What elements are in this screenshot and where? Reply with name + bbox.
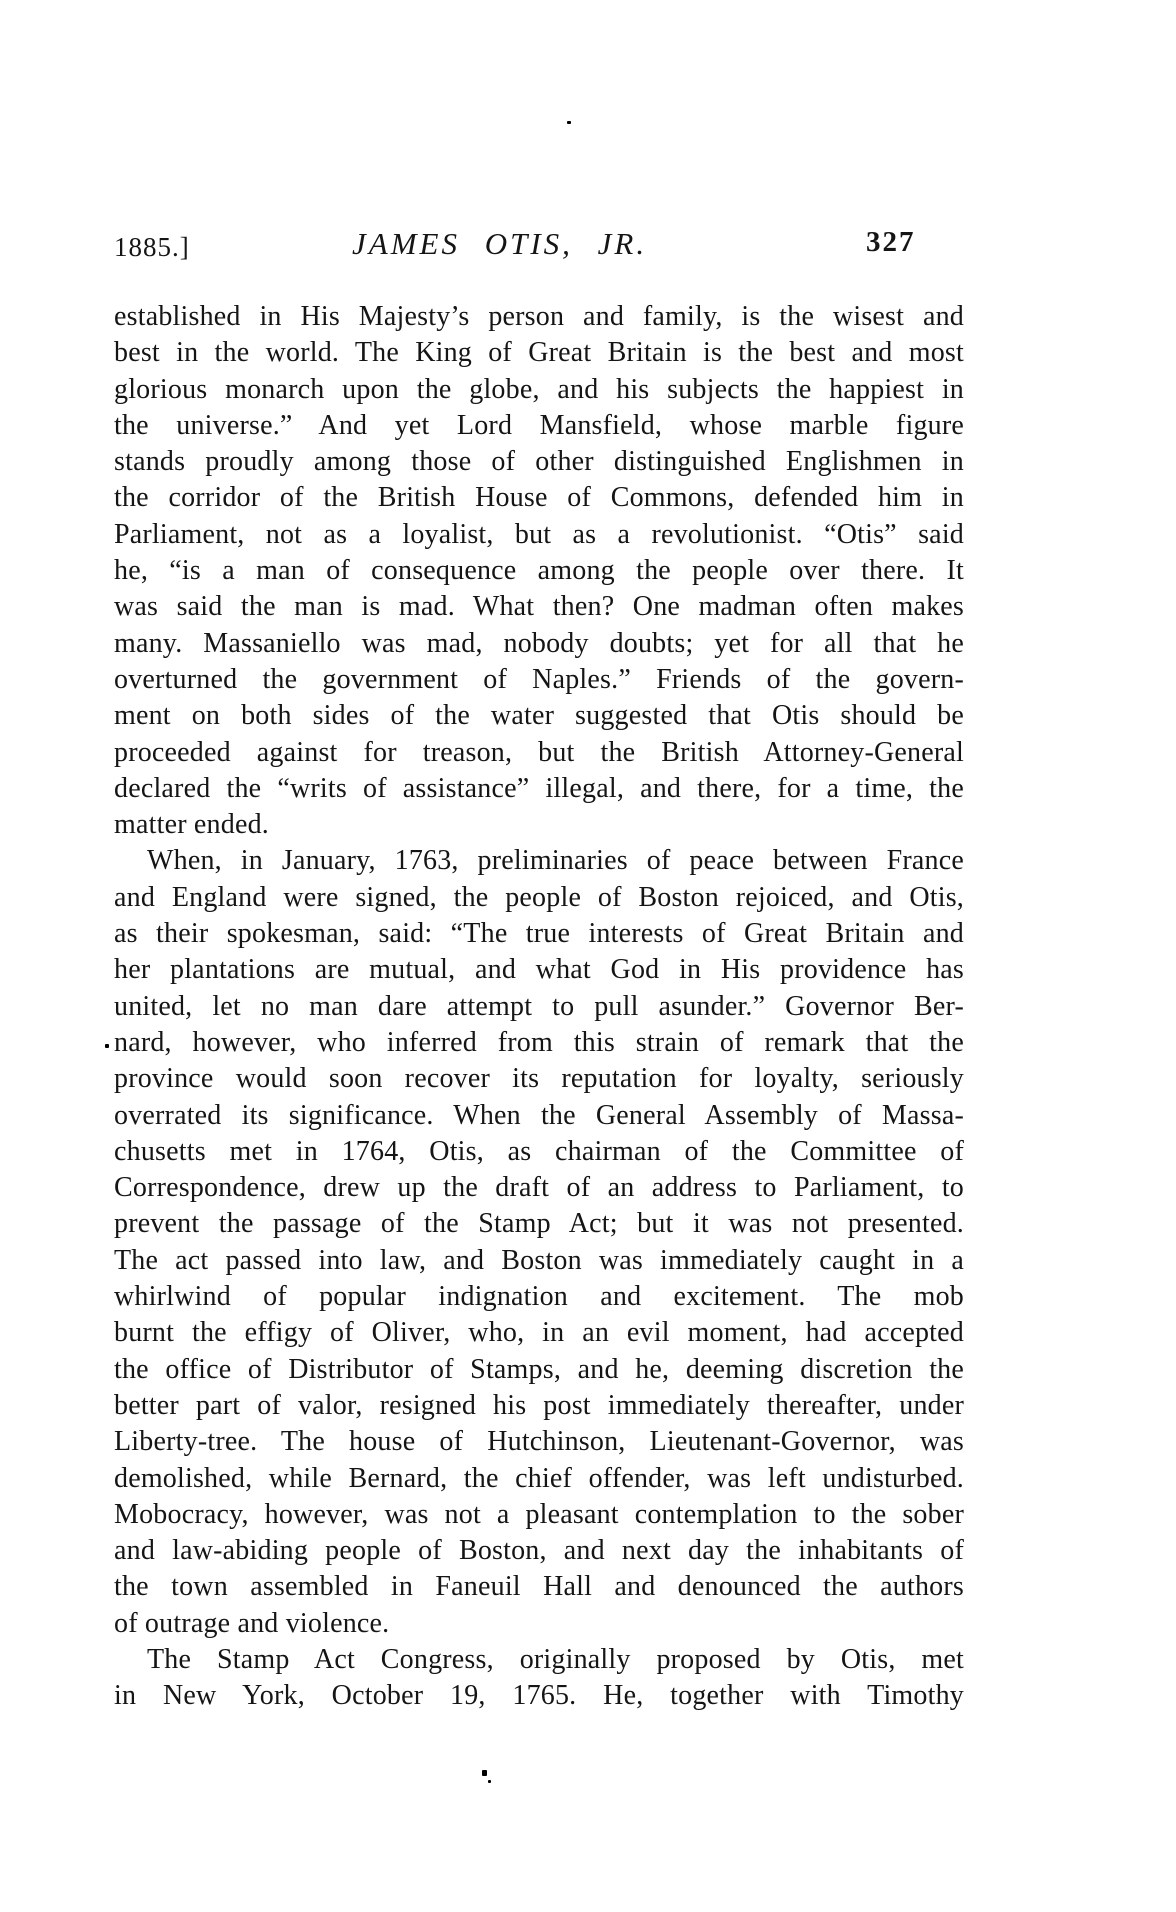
text-line: the corridor of the British House of Commons, defended him in: [114, 482, 964, 514]
text-line: Correspondence, drew up the draft of an address to Parliament, to: [114, 1172, 964, 1204]
header-date: 1885.]: [114, 232, 190, 262]
text-line: in New York, October 19, 1765. He, together with Timothy: [114, 1680, 964, 1712]
text-line: was said the man is mad. What then? One madman often makes: [114, 591, 964, 623]
text-line: better part of valor, resigned his post immediately thereafter, under: [114, 1389, 964, 1421]
text-line: the office of Distributor of Stamps, and he, deeming discretion the: [114, 1353, 964, 1385]
text-line: The Stamp Act Congress, originally proposed by Otis, met: [147, 1643, 964, 1675]
text-line: united, let no man dare attempt to pull asunder.” Governor Ber-: [114, 990, 964, 1022]
text-line: the universe.” And yet Lord Mansfield, whose marble figure: [114, 409, 964, 441]
text-line: established in His Majesty’s person and family, is the wisest and: [114, 301, 964, 332]
text-line: Parliament, not as a loyalist, but as a revolutionist. “Otis” said: [114, 518, 964, 550]
text-line: overrated its significance. When the General Assembly of Massa-: [114, 1099, 964, 1131]
text-line: stands proudly among those of other distinguished Englishmen in: [114, 446, 964, 478]
ink-speck: [482, 1770, 487, 1776]
page-title: JAMES OTIS, JR.: [352, 226, 648, 261]
text-line: the town assembled in Faneuil Hall and denounced the authors: [114, 1571, 964, 1603]
text-line: best in the world. The King of Great Britain is the best and most: [114, 337, 964, 369]
text-line: Mobocracy, however, was not a pleasant contemplation to the sober: [114, 1498, 964, 1530]
text-line: whirlwind of popular indignation and excitement. The mob: [114, 1281, 964, 1313]
text-line: matter ended.: [114, 809, 269, 841]
text-line: many. Massaniello was mad, nobody doubts; yet for all that he: [114, 627, 964, 659]
text-line: demolished, while Bernard, the chief offender, was left undisturbed.: [114, 1462, 964, 1494]
text-line: nard, however, who inferred from this strain of remark that the: [114, 1026, 964, 1058]
text-line: When, in January, 1763, preliminaries of peace between France: [147, 845, 964, 877]
text-line: her plantations are mutual, and what God in His providence has: [114, 954, 964, 986]
text-line: overturned the government of Naples.” Friends of the govern-: [114, 663, 964, 695]
text-line: and England were signed, the people of Boston rejoiced, and Otis,: [114, 881, 964, 913]
text-line: he, “is a man of consequence among the people over there. It: [114, 555, 964, 587]
ink-speck: [488, 1780, 491, 1783]
text-line: declared the “writs of assistance” illegal, and there, for a time, the: [114, 772, 964, 804]
running-head: [0, 224, 1176, 268]
text-line: chusetts met in 1764, Otis, as chairman of the Committee of: [114, 1135, 964, 1167]
text-line: and law-abiding people of Boston, and next day the inhabitants of: [114, 1535, 964, 1567]
text-line: prevent the passage of the Stamp Act; but it was not presented.: [114, 1208, 964, 1240]
page-number: 327: [866, 226, 916, 258]
text-line: of outrage and violence.: [114, 1607, 390, 1639]
text-line: Liberty-tree. The house of Hutchinson, Lieutenant-Governor, was: [114, 1426, 964, 1458]
text-line: proceeded against for treason, but the British Attorney-General: [114, 736, 964, 768]
text-line: burnt the effigy of Oliver, who, in an evil moment, had accepted: [114, 1317, 964, 1349]
text-line: The act passed into law, and Boston was immediately caught in a: [114, 1244, 964, 1276]
text-line: as their spokesman, said: “The true interests of Great Britain and: [114, 918, 964, 950]
text-line: ment on both sides of the water suggested that Otis should be: [114, 700, 964, 732]
ink-speck: [567, 121, 571, 124]
text-line: province would soon recover its reputation for loyalty, seriously: [114, 1063, 964, 1095]
ink-speck: [105, 1044, 109, 1048]
body-text: [114, 299, 964, 1715]
text-line: glorious monarch upon the globe, and his subjects the happiest in: [114, 373, 964, 405]
